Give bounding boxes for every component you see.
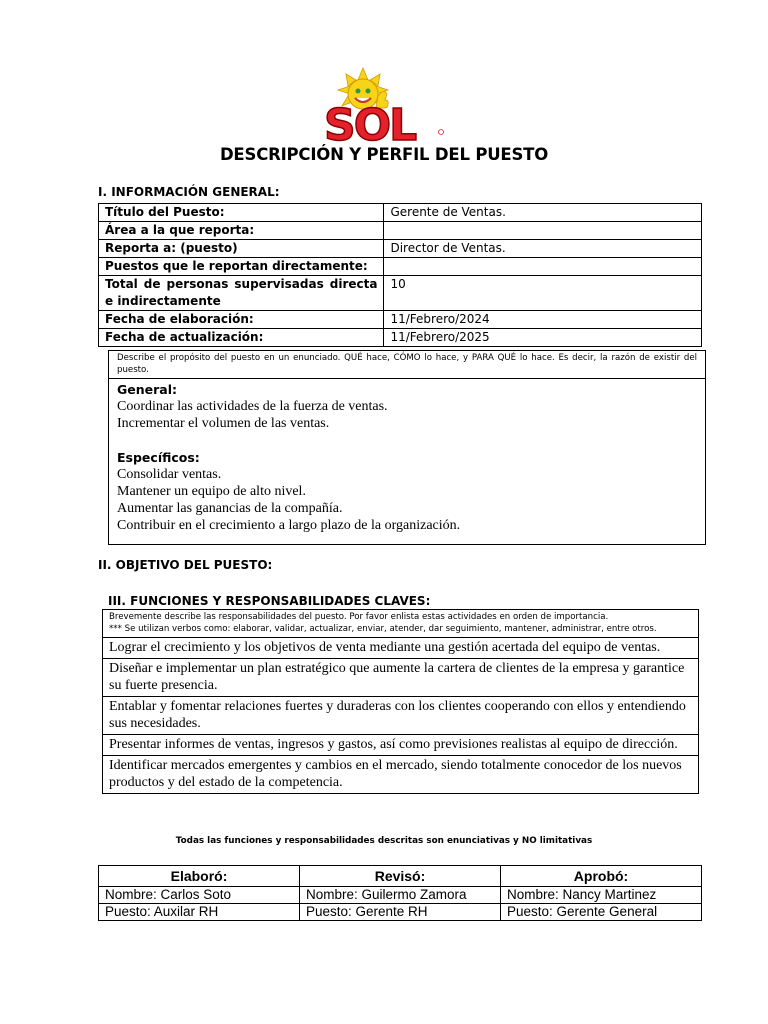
info-value: [384, 258, 702, 276]
general-objective-item: Incrementar el volumen de las ventas.: [117, 416, 330, 431]
function-item: Presentar informes de ventas, ingresos y gastos, así como previsiones realistas al equipo de dirección.: [103, 735, 699, 756]
info-label: Título del Puesto:: [99, 204, 384, 222]
functions-note-1: Brevemente describe las responsabilidades del puesto. Por favor enlista estas actividades en orden de importancia.: [109, 612, 609, 622]
function-item: Diseñar e implementar un plan estratégico que aumente la cartera de clientes de la empresa y garantice su fuerte presencia.: [103, 659, 699, 697]
signature-name: Nombre: Nancy Martinez: [501, 887, 702, 904]
function-row: [103, 735, 699, 756]
function-row: [103, 697, 699, 735]
signature-heading: Revisó:: [300, 866, 501, 887]
signatures-table: [98, 865, 702, 921]
signature-name: Nombre: Guilermo Zamora: [300, 887, 501, 904]
info-row: [99, 204, 702, 222]
general-heading: General:: [117, 382, 177, 397]
signature-role: Puesto: Gerente RH: [300, 904, 501, 921]
functions-note-2: *** Se utilizan verbos como: elaborar, validar, actualizar, enviar, atender, dar seguimiento, mantener, administrar, entre otros.: [109, 624, 657, 634]
signature-heading: Aprobó:: [501, 866, 702, 887]
function-item: Lograr el crecimiento y los objetivos de venta mediante una gestión acertada del equipo de ventas.: [103, 638, 699, 659]
specific-objective-item: Mantener un equipo de alto nivel.: [117, 484, 306, 499]
info-row: [99, 222, 702, 240]
info-value: 11/Febrero/2024: [384, 311, 702, 329]
purpose-box: [108, 350, 706, 545]
functions-table: [102, 609, 699, 794]
functions-note: [103, 610, 699, 638]
function-item: Entablar y fomentar relaciones fuertes y duraderas con los clientes cooperando con ellos y entendiendo sus necesidades.: [103, 697, 699, 735]
section-objective-heading: II. OBJETIVO DEL PUESTO:: [98, 558, 273, 572]
purpose-content: [109, 379, 705, 544]
info-value: 11/Febrero/2025: [384, 329, 702, 347]
general-objective-item: Coordinar las actividades de la fuerza de ventas.: [117, 399, 388, 414]
info-row: [99, 240, 702, 258]
section-functions-heading: III. FUNCIONES Y RESPONSABILIDADES CLAVES:: [108, 594, 431, 608]
info-label: Fecha de elaboración:: [99, 311, 384, 329]
specific-objective-item: Consolidar ventas.: [117, 467, 222, 482]
info-label: Puestos que le reportan directamente:: [99, 258, 384, 276]
info-row: [99, 276, 702, 311]
specific-objective-item: Aumentar las ganancias de la compañía.: [117, 501, 343, 516]
general-info-table: [98, 203, 702, 347]
purpose-instruction: Describe el propósito del puesto en un enunciado. QUÉ hace, CÓMO lo hace, y PARA QUÉ lo hace. Es decir, la razón de existir del puesto.: [109, 351, 705, 379]
functions-footnote: Todas las funciones y responsabilidades descritas son enunciativas y NO limitativas: [175, 836, 593, 846]
info-value: 10: [384, 276, 702, 311]
signature-role: Puesto: Auxilar RH: [99, 904, 300, 921]
info-row: [99, 329, 702, 347]
function-row: [103, 638, 699, 659]
sol-logo: [318, 66, 448, 148]
info-value: [384, 222, 702, 240]
info-label: Fecha de actualización:: [99, 329, 384, 347]
info-label: Reporta a: (puesto): [99, 240, 384, 258]
function-row: [103, 659, 699, 697]
signature-role: Puesto: Gerente General: [501, 904, 702, 921]
specific-objective-item: Contribuir en el crecimiento a largo plazo de la organización.: [117, 518, 461, 533]
signature-heading: Elaboró:: [99, 866, 300, 887]
info-label: Área a la que reporta:: [99, 222, 384, 240]
document-title: DESCRIPCIÓN Y PERFIL DEL PUESTO: [219, 145, 549, 164]
general-objectives: [117, 398, 697, 432]
info-label: Total de personas supervisadas directa e indirectamente: [99, 276, 384, 311]
specific-heading: Específicos:: [117, 450, 200, 465]
info-value: Gerente de Ventas.: [384, 204, 702, 222]
function-item: Identificar mercados emergentes y cambios en el mercado, siendo totalmente conocedor de los nuevos productos y del estado de la competencia.: [103, 756, 699, 794]
function-row: [103, 756, 699, 794]
functions-note-row: [103, 610, 699, 638]
logo-text: SOL: [324, 100, 416, 148]
specific-objectives: [117, 466, 697, 534]
signature-name: Nombre: Carlos Soto: [99, 887, 300, 904]
section-general-info-heading: I. INFORMACIÓN GENERAL:: [98, 185, 280, 199]
info-row: [99, 311, 702, 329]
info-row: [99, 258, 702, 276]
info-value: Director de Ventas.: [384, 240, 702, 258]
